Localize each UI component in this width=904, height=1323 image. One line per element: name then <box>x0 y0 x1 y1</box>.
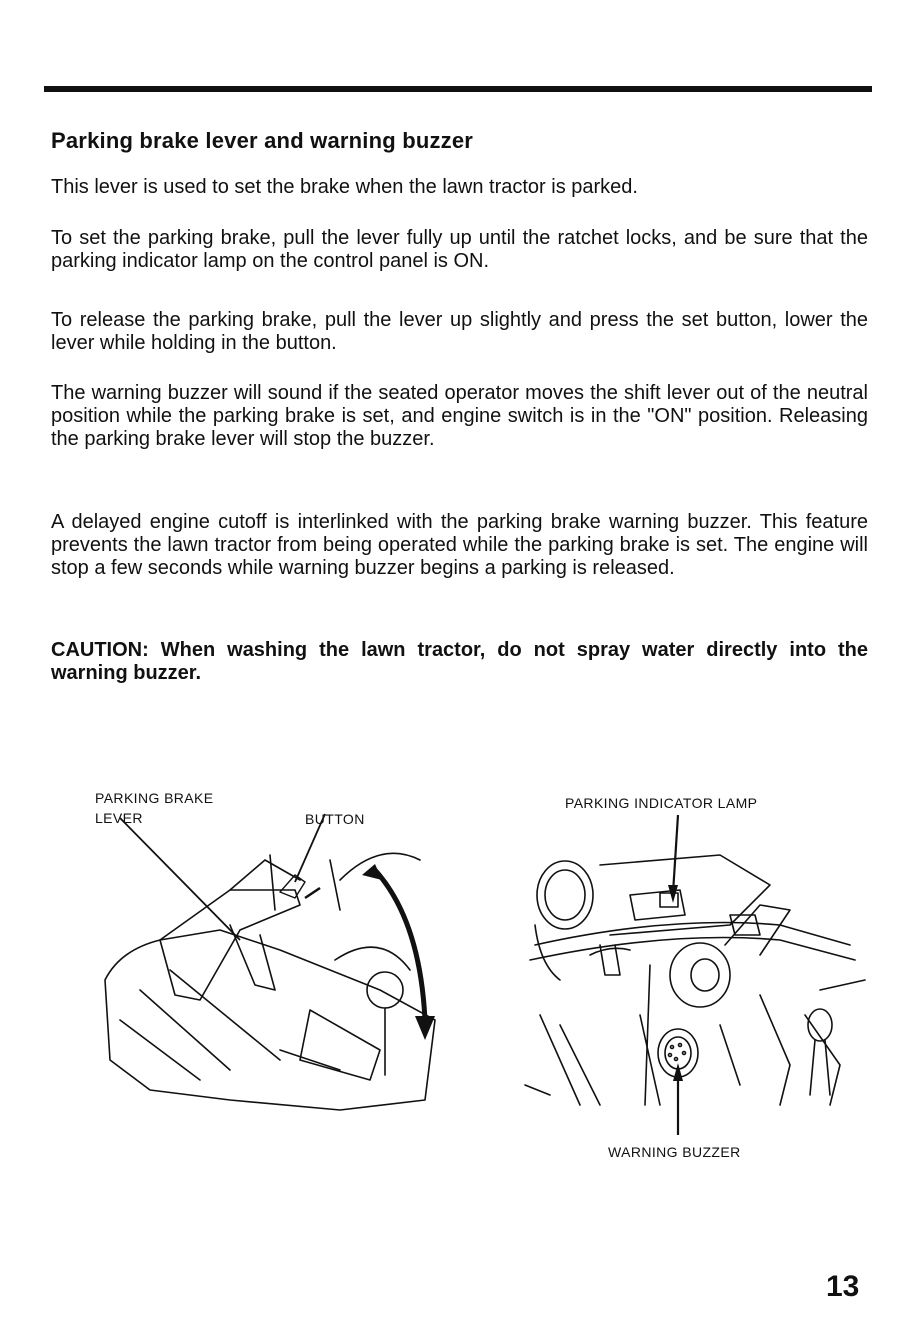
label-parking-brake: PARKING BRAKE <box>95 790 214 806</box>
label-button: BUTTON <box>305 811 365 827</box>
paragraph-purpose: This lever is used to set the brake when the lawn tractor is parked. <box>51 176 638 198</box>
section-heading: Parking brake lever and warning buzzer <box>51 128 474 153</box>
paragraph-release-brake: To release the parking brake, pull the lever up slightly and press the set button, lower the lever while holding in the button. <box>51 309 868 354</box>
paragraph-engine-cutoff: A delayed engine cutoff is interlinked with the parking brake warning buzzer. This feature prevents the lawn tractor from being operated while the parking brake is set. The engine will stop a few seconds while warning buzzer begins a parking is released. <box>51 511 868 579</box>
control-panel-drawing <box>520 815 880 1145</box>
caution-note: CAUTION: When washing the lawn tractor, do not spray water directly into the warning buzzer. <box>51 639 868 684</box>
label-parking-indicator-lamp: PARKING INDICATOR LAMP <box>565 795 758 811</box>
paragraph-set-brake: To set the parking brake, pull the lever fully up until the ratchet locks, and be sure that the parking indicator lamp on the control panel is ON. <box>51 227 868 272</box>
label-lever: LEVER <box>95 810 143 826</box>
paragraph-warning-buzzer: The warning buzzer will sound if the seated operator moves the shift lever out of the neutral position while the parking brake is set, and engine switch is in the "ON" position. Releasing the parking brake lever will stop the buzzer. <box>51 382 868 450</box>
label-warning-buzzer: WARNING BUZZER <box>608 1144 741 1160</box>
page-number: 13 <box>826 1270 860 1303</box>
parking-brake-lever-drawing <box>80 820 460 1120</box>
top-rule <box>44 86 872 92</box>
